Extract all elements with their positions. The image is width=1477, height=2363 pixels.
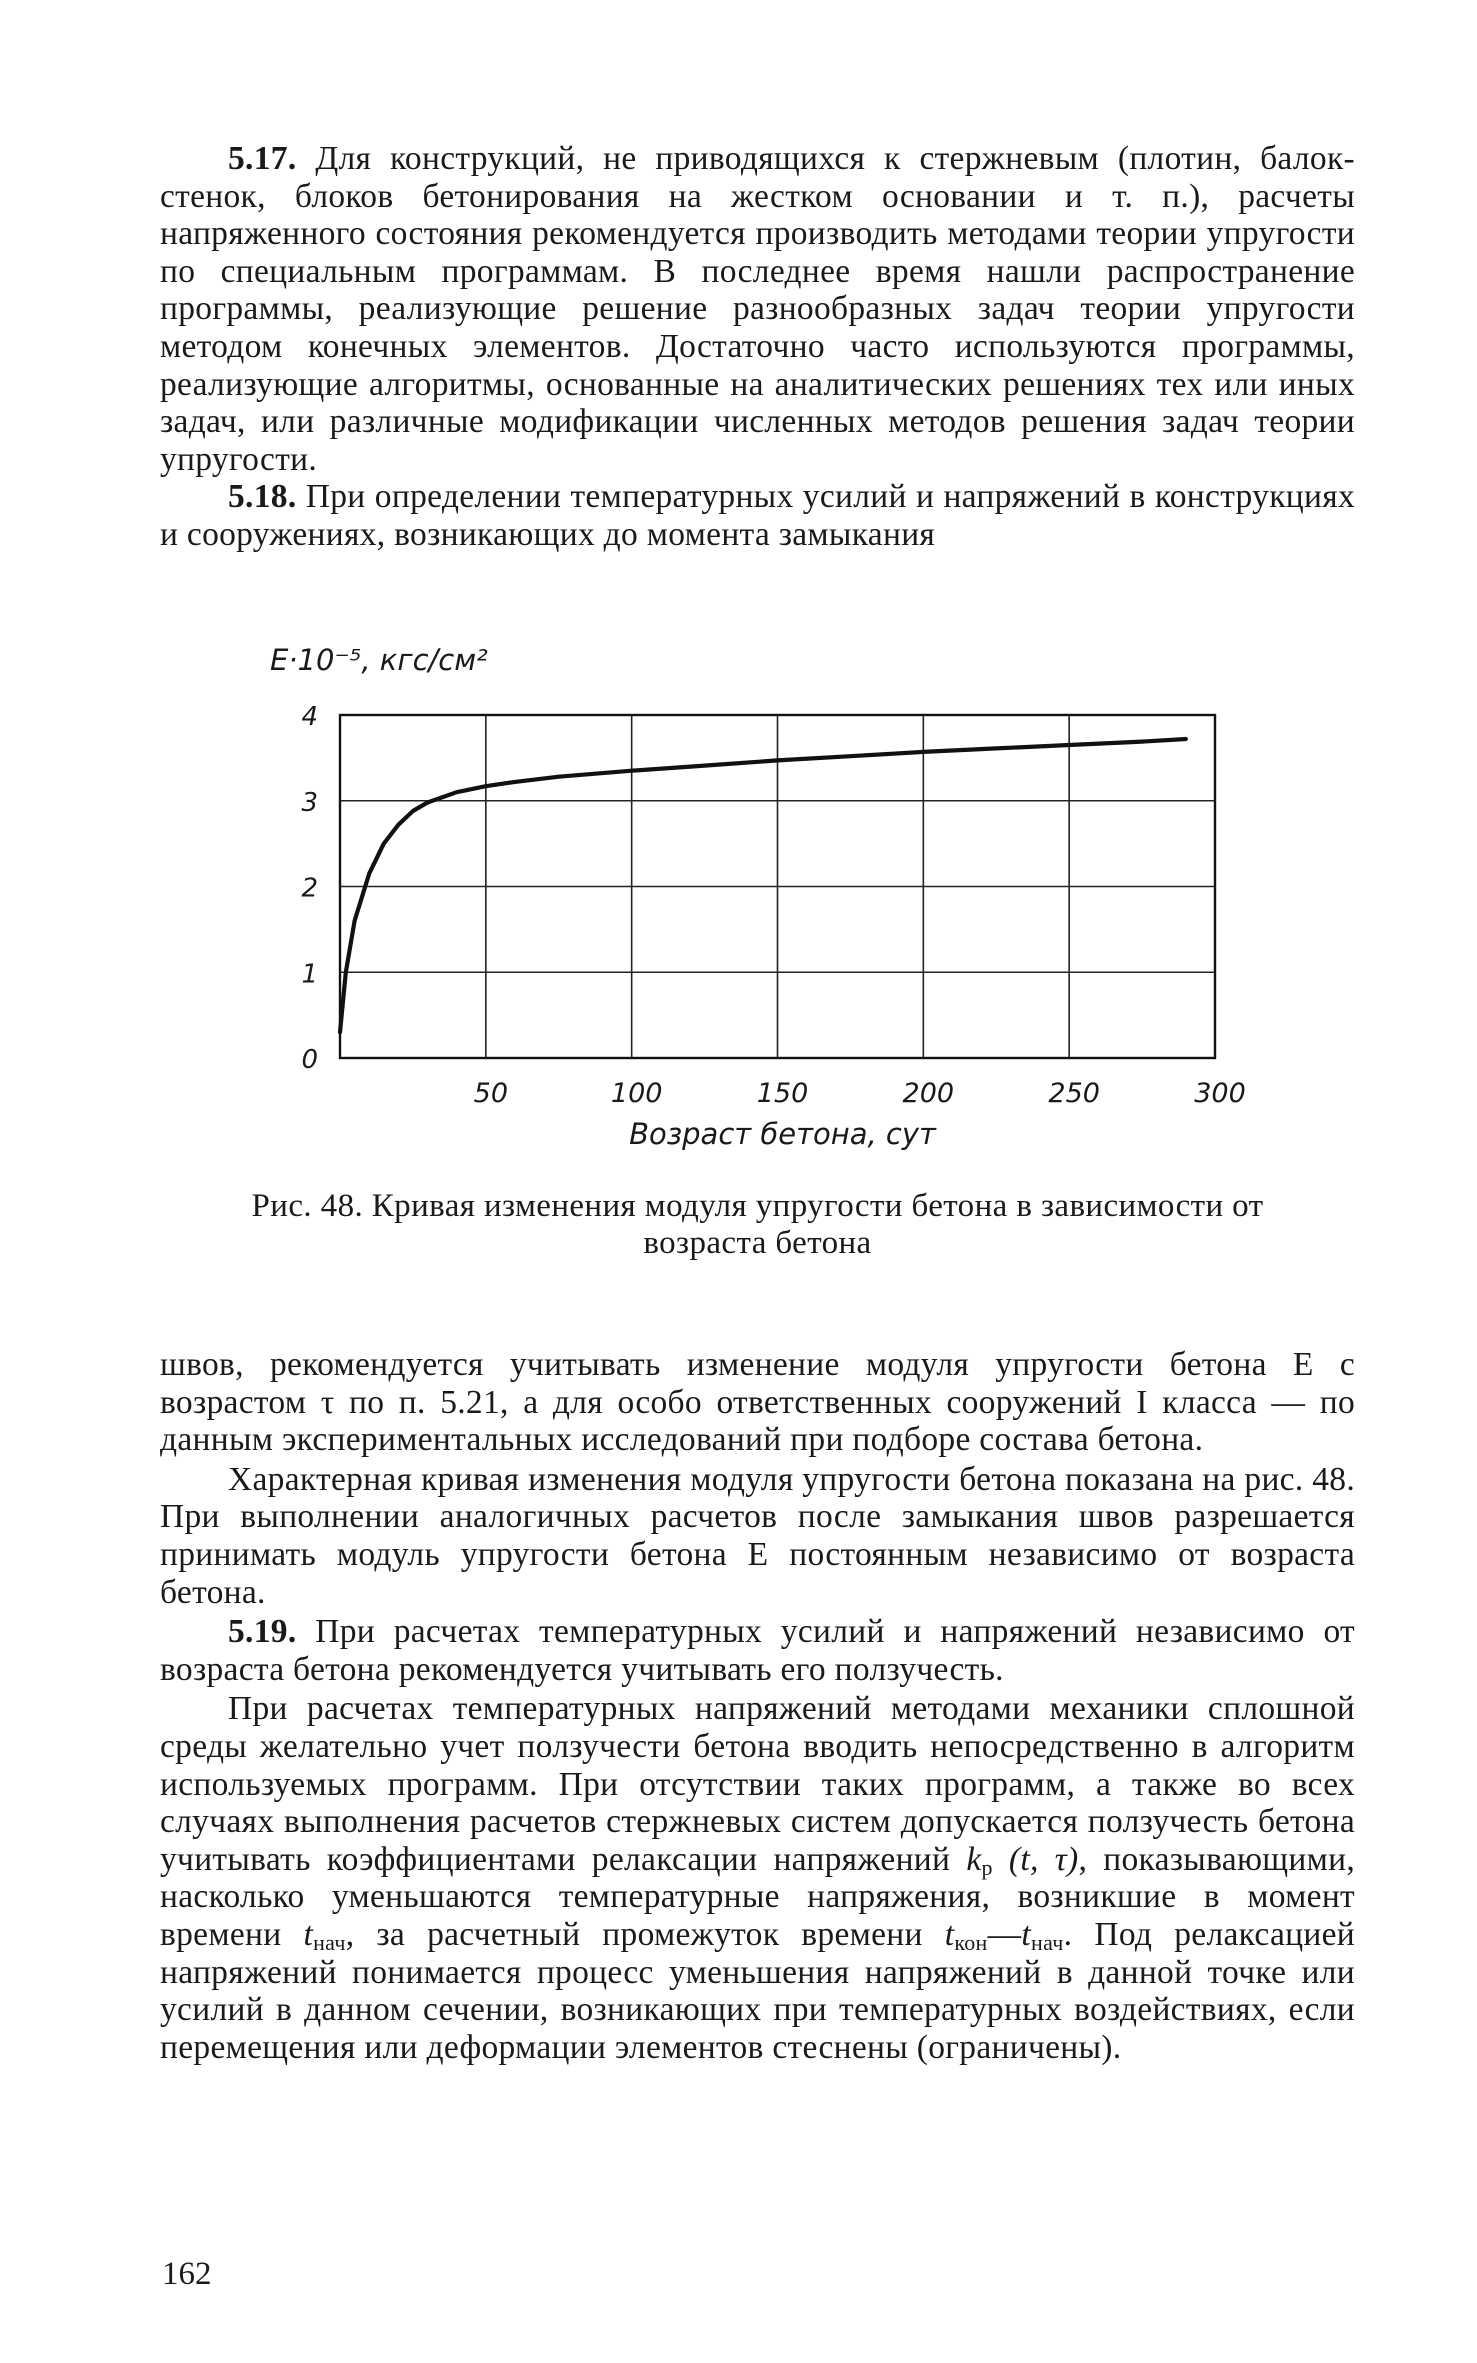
t-start-symbol: t (1021, 1915, 1032, 1953)
kp-args: (t, τ) (992, 1840, 1079, 1878)
section-number: 5.19. (228, 1613, 297, 1651)
paragraph-text: , за расчетный промежуток времени (345, 1915, 945, 1953)
t-symbol: t (303, 1915, 314, 1953)
t-subscript: нач (313, 1929, 346, 1955)
dash: — (987, 1915, 1022, 1953)
y-axis-label: E·10⁻⁵, кгс/см² (270, 643, 488, 677)
y-tick-label: 3 (301, 787, 318, 818)
y-tick-label: 2 (301, 873, 318, 904)
top-text-block (160, 140, 1355, 554)
kp-subscript: р (981, 1854, 993, 1880)
y-tick-label: 0 (301, 1045, 318, 1075)
section-number: 5.17. (228, 140, 297, 177)
paragraph-5-19 (160, 1613, 1355, 1688)
page-number: 162 (162, 2256, 212, 2292)
t-start-subscript: нач (1031, 1929, 1064, 1955)
paragraph-text: При расчетах температурных напряжений методами механики сплошной среды желательно учет ползучести бетона вводить непосредственно в алгоритм используемых программ. При отсутствии таких программ, а также во всех случаях выполнения расчетов стержневых систем допускается ползучесть бетона учитывать коэффициентами релаксации напряжений (160, 1690, 1355, 1878)
x-tick-label: 250 (1048, 1078, 1100, 1109)
x-tick-label: 300 (1194, 1078, 1246, 1109)
paragraph-creep (160, 1690, 1355, 2066)
x-axis-label: Возраст бетона, сут (629, 1117, 936, 1150)
kp-symbol: k (966, 1840, 982, 1878)
modulus-curve (340, 739, 1186, 1032)
x-tick-label: 200 (902, 1078, 955, 1109)
paragraph-text: При определении температурных усилий и напряжений в конструкциях и сооружениях, возникающих до момента замыкания (160, 478, 1355, 553)
x-tick-label: 100 (610, 1078, 663, 1109)
x-tick-label: 50 (473, 1078, 509, 1109)
paragraph-text: . Под релаксацией напряжений понимается процесс уменьшения напряжений в данной точке или усилий в данном сечении, возникающих при температурных воздействиях, если перемещения или деформации элементов стеснены (ограничены). (160, 1915, 1355, 2066)
paragraph-text: При расчетах температурных усилий и напряжений независимо от возраста бетона рекомендуется учитывать его ползучесть. (160, 1613, 1355, 1688)
bottom-text-block (160, 1346, 1355, 2066)
section-number: 5.18. (228, 478, 297, 516)
y-tick-label: 1 (301, 959, 318, 990)
paragraph-characteristic-curve: Характерная кривая изменения модуля упругости бетона показана на рис. 48. При выполнении аналогичных расчетов после замыкания швов разрешается принимать модуль упругости бетона E постоянным независимо от возраста бетона. (160, 1460, 1355, 1611)
t-end-symbol: t (944, 1915, 955, 1953)
figure-caption: Рис. 48. Кривая изменения модуля упругости бетона в зависимости от возраста бетона (251, 1188, 1264, 1261)
paragraph-5-18 (160, 478, 1355, 553)
x-tick-label: 150 (756, 1078, 809, 1109)
paragraph-text: , показывающими, насколько уменьшаются температурные напряжения, возникшие в момент времени (160, 1840, 1355, 1953)
paragraph-continued: швов, рекомендуется учитывать изменение модуля упругости бетона E с возрастом τ по п. 5.21, а для особо ответственных сооружений I класса — по данным экспериментальных исследований при подборе состава бетона. (160, 1346, 1355, 1459)
t-end-subscript: кон (954, 1929, 988, 1955)
y-tick-label: 4 (301, 702, 318, 732)
paragraph-5-17 (160, 140, 1355, 478)
modulus-chart (240, 620, 1260, 1150)
figure-48 (240, 620, 1260, 1150)
paragraph-text: Для конструкций, не приводящихся к стержневым (плотин, балок-стенок, блоков бетонирования на жестком основании и т. п.), расчеты напряженного состояния рекомендуется производить методами теории упругости по специальным программам. В последнее время нашли распространение программы, реализующие решение разнообразных задач теории упругости методом конечных элементов. Достаточно часто используются программы, реализующие алгоритмы, основанные на аналитических решениях тех или иных задач, или различные модификации численных методов решения задач теории упругости. (160, 140, 1355, 478)
